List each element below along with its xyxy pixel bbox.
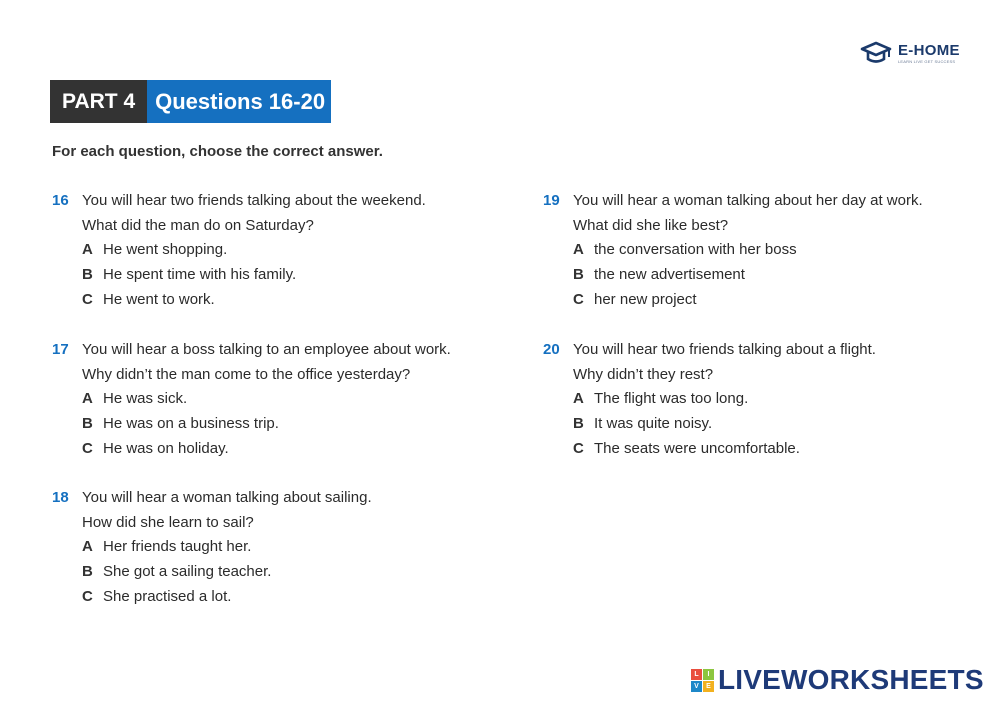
answer-option[interactable] — [543, 263, 923, 288]
option-text: the new advertisement — [594, 266, 745, 284]
question-18 — [52, 486, 372, 609]
question-text: Why didn’t they rest? — [573, 365, 714, 383]
option-text: He went shopping. — [103, 241, 228, 259]
question-number: 18 — [52, 489, 69, 506]
option-letter: A — [573, 390, 584, 408]
answer-option[interactable] — [543, 437, 876, 462]
answer-option[interactable] — [52, 263, 426, 288]
option-letter: A — [573, 241, 584, 259]
option-letter: C — [573, 439, 584, 457]
live-block: L — [691, 669, 702, 680]
question-text: What did the man do on Saturday? — [82, 216, 314, 234]
part-banner — [50, 80, 331, 123]
option-letter: C — [82, 290, 93, 308]
questions-range-label: Questions 16-20 — [147, 80, 331, 123]
ehome-logo-name: E-HOME — [898, 41, 960, 59]
question-prompt: You will hear a boss talking to an employee about work. — [82, 341, 451, 358]
ehome-logo-tagline: LEARN LIVE GET SUCCESS — [898, 58, 956, 64]
option-letter: B — [82, 266, 93, 284]
option-letter: A — [82, 241, 93, 259]
answer-option[interactable] — [52, 535, 372, 560]
option-letter: C — [82, 587, 93, 605]
option-text: her new project — [594, 290, 697, 308]
answer-option[interactable] — [543, 412, 876, 437]
answer-option[interactable] — [52, 412, 451, 437]
ehome-logo — [860, 40, 960, 66]
liveworksheets-text: LIVEWORKSHEETS — [718, 664, 984, 695]
question-prompt: You will hear two friends talking about a flight. — [573, 341, 876, 358]
option-text: The seats were uncomfortable. — [594, 439, 800, 457]
option-text: The flight was too long. — [594, 390, 749, 408]
answer-option[interactable] — [52, 387, 451, 412]
live-block: I — [703, 669, 714, 680]
live-block: V — [691, 681, 702, 692]
part-label: PART 4 — [50, 80, 147, 123]
question-text: How did she learn to sail? — [82, 513, 254, 531]
answer-option[interactable] — [543, 387, 876, 412]
question-text: What did she like best? — [573, 216, 729, 234]
liveworksheets-watermark — [691, 664, 984, 696]
option-letter: B — [82, 563, 93, 581]
option-letter: A — [82, 390, 93, 408]
option-letter: B — [573, 266, 584, 284]
question-text: Why didn’t the man come to the office yesterday? — [82, 365, 411, 383]
question-20 — [543, 338, 876, 461]
question-17 — [52, 338, 451, 461]
question-prompt: You will hear two friends talking about the weekend. — [82, 192, 426, 209]
answer-option[interactable] — [543, 288, 923, 313]
live-blocks-icon — [691, 669, 714, 692]
question-prompt: You will hear a woman talking about sailing. — [82, 489, 372, 506]
question-prompt: You will hear a woman talking about her day at work. — [573, 192, 923, 209]
option-text: It was quite noisy. — [594, 415, 713, 433]
answer-option[interactable] — [52, 560, 372, 585]
graduation-cap-icon — [860, 40, 892, 66]
question-number: 17 — [52, 341, 69, 358]
option-text: He was on holiday. — [103, 439, 229, 457]
option-text: He was on a business trip. — [103, 415, 279, 433]
option-text: He spent time with his family. — [103, 266, 297, 284]
answer-option[interactable] — [52, 437, 451, 462]
answer-option[interactable] — [52, 288, 426, 313]
live-block: E — [703, 681, 714, 692]
instruction-text: For each question, choose the correct answer. — [52, 143, 383, 160]
answer-option[interactable] — [52, 238, 426, 263]
option-letter: A — [82, 538, 93, 556]
question-number: 16 — [52, 192, 69, 209]
question-16 — [52, 189, 426, 312]
option-letter: B — [573, 415, 584, 433]
option-text: She practised a lot. — [103, 587, 232, 605]
option-letter: C — [573, 290, 584, 308]
option-text: He was sick. — [103, 390, 188, 408]
question-number: 19 — [543, 192, 560, 209]
option-text: She got a sailing teacher. — [103, 563, 272, 581]
option-text: the conversation with her boss — [594, 241, 797, 259]
option-letter: C — [82, 439, 93, 457]
option-text: He went to work. — [103, 290, 215, 308]
question-number: 20 — [543, 341, 560, 358]
answer-option[interactable] — [543, 238, 923, 263]
option-letter: B — [82, 415, 93, 433]
question-19 — [543, 189, 923, 312]
answer-option[interactable] — [52, 585, 372, 610]
option-text: Her friends taught her. — [103, 538, 252, 556]
